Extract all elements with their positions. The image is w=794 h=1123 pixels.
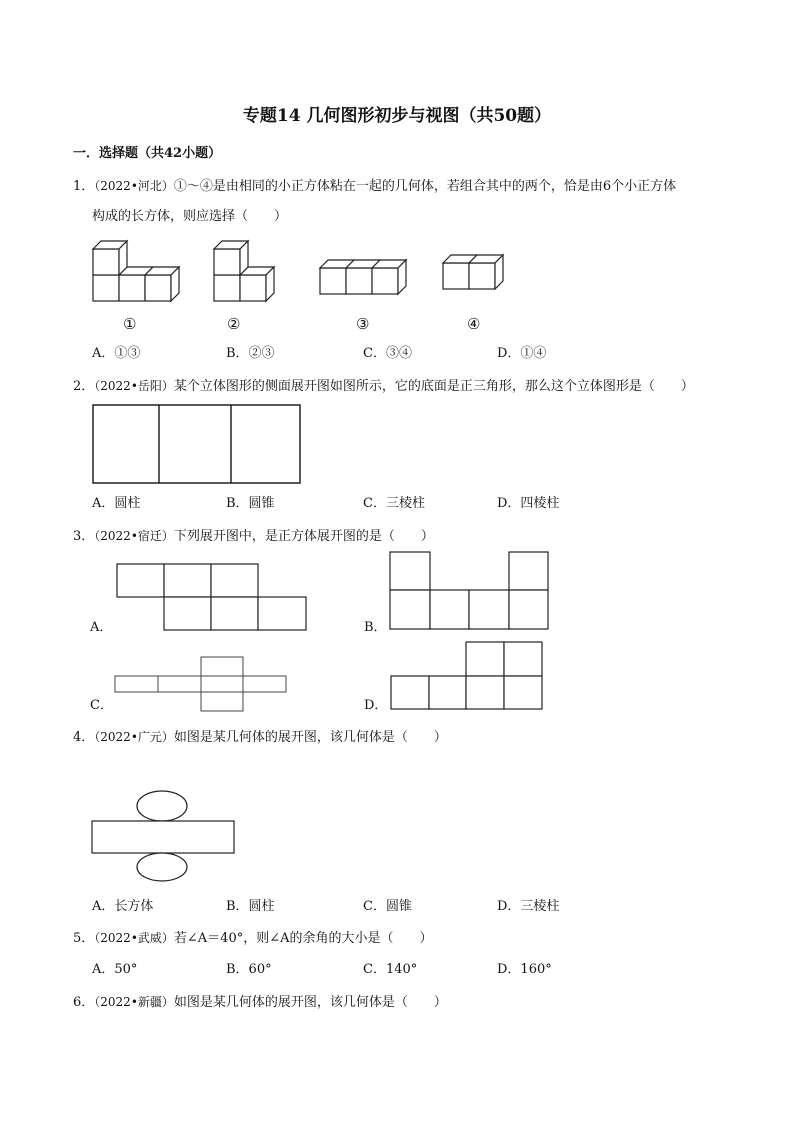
option-d[interactable]: D．160°: [497, 962, 552, 977]
question-source: （2022•广元）: [94, 730, 174, 744]
option-c[interactable]: C．140°: [363, 962, 418, 977]
question-source: （2022•新疆）: [94, 995, 174, 1009]
option-b[interactable]: B．圆锥: [226, 496, 275, 511]
option-d[interactable]: D．三棱柱: [497, 899, 560, 914]
option-a[interactable]: A．①③: [92, 346, 141, 361]
question-number: 2．: [73, 379, 95, 394]
figure-label-2: ②: [227, 315, 241, 333]
question-text: 如图是某几何体的展开图，该几何体是（ ）: [173, 995, 447, 1010]
option-c[interactable]: C．圆锥: [363, 899, 412, 914]
question-number: 6．: [73, 995, 95, 1010]
figure-label-3: ③: [356, 315, 370, 333]
question-text: 如图是某几何体的展开图，该几何体是（ ）: [173, 730, 447, 745]
option-a[interactable]: A．长方体: [92, 899, 154, 914]
question-number: 1．: [73, 179, 95, 194]
figure-label-1: ①: [123, 315, 137, 333]
section-heading: 一．选择题（共42小题）: [73, 146, 222, 161]
question-text: ①～④是由相同的小正方体粘在一起的几何体，若组合其中的两个，恰是由6个小正方体: [173, 179, 677, 194]
option-a[interactable]: A．圆柱: [92, 496, 141, 511]
option-c[interactable]: C．③④: [363, 346, 412, 361]
question-text: 若∠A＝40°，则∠A的余角的大小是（ ）: [173, 931, 433, 946]
option-d[interactable]: D．①④: [497, 346, 547, 361]
option-d[interactable]: D．四棱柱: [497, 496, 560, 511]
question-text: 下列展开图中，是正方体展开图的是（ ）: [173, 529, 434, 544]
figure-label-4: ④: [467, 315, 481, 333]
option-c[interactable]: C．三棱柱: [363, 496, 425, 511]
question-source: （2022•岳阳）: [94, 379, 174, 393]
option-a-label[interactable]: A．: [90, 620, 113, 635]
question-number: 4．: [73, 730, 95, 745]
question-text: 某个立体图形的侧面展开图如图所示，它的底面是正三角形，那么这个立体图形是（ ）: [173, 379, 694, 394]
option-b[interactable]: B．圆柱: [226, 899, 275, 914]
question-6: [73, 994, 447, 1011]
question-number: 3．: [73, 529, 95, 544]
question-source: （2022•武威）: [94, 931, 174, 945]
question-1-line2: 构成的长方体，则应选择（ ）: [92, 209, 288, 224]
option-b[interactable]: B．②③: [226, 346, 275, 361]
option-a[interactable]: A．50°: [92, 962, 138, 977]
question-5: [73, 930, 433, 947]
page-title: 专题14 几何图形初步与视图（共50题）: [242, 106, 552, 126]
option-b[interactable]: B．60°: [226, 962, 272, 977]
question-number: 5．: [73, 931, 95, 946]
option-c-label[interactable]: C．: [90, 698, 113, 713]
question-source: （2022•河北）: [94, 179, 174, 193]
option-d-label[interactable]: D．: [364, 698, 388, 713]
question-source: （2022•宿迁）: [94, 529, 174, 543]
option-b-label[interactable]: B．: [364, 620, 387, 635]
